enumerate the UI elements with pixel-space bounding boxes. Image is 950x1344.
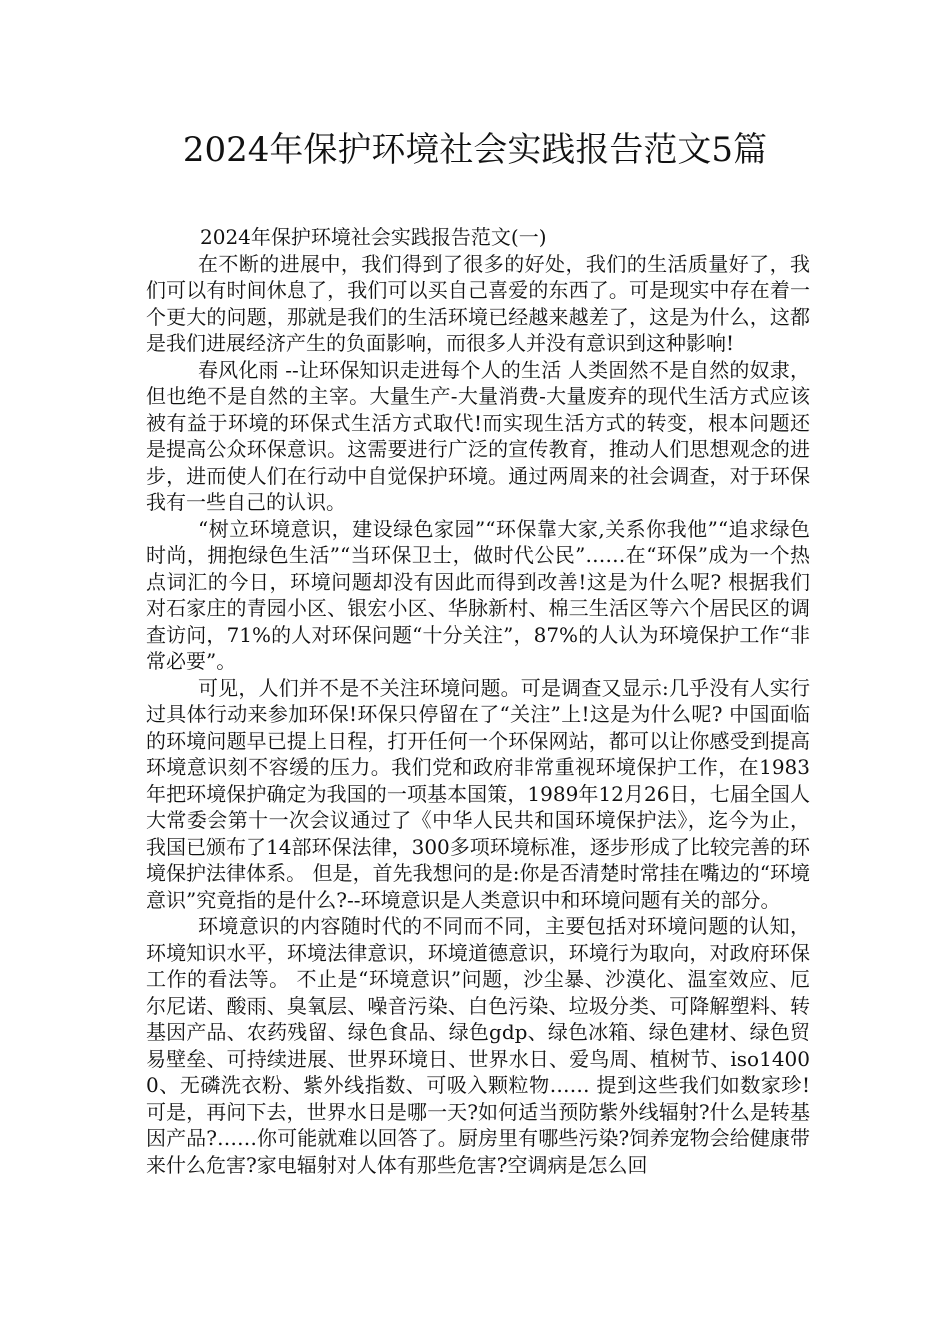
paragraph-4: 可见，人们并不是不关注环境问题。可是调查又显示:几乎没有人实行过具体行动来参加环保!环保只停留在了“关注”上!这是为什么呢? 中国面临的环境问题早已提上日程，打开任何一个环保网站，都可以让你感受到提高环境意识刻不容缓的压力。我们党和政府非常重视环境保护工作，在1983年把环境保护确定为我国的一项基本国策，1989年12月26日，七届全国人大常委会第十一次会议通过了《中华人民共和国环境保护法》，迄今为止，我国已颁布了14部环保法律，300多项环境标准，逐步形成了比较完善的环境保护法律体系。 但是，首先我想问的是:你是否清楚时常挂在嘴边的“环境意识”究竟指的是什么?--环境意识是人类意识中和环境问题有关的部分。 — [146, 675, 810, 912]
paragraph-2: 春风化雨 --让环保知识走进每个人的生活 人类固然不是自然的奴隶，但也绝不是自然的主宰。大量生产-大量消费-大量废弃的现代生活方式应该被有益于环境的环保式生活方式取代!而实现生活方式的转变，根本问题还是提高公众环保意识。这需要进行广泛的宣传教育，推动人们思想观念的进步，进而使人们在行动中自觉保护环境。通过两周来的社会调查，对于环保我有一些自己的认识。 — [146, 357, 810, 514]
paragraph-3: “树立环境意识，建设绿色家园”“环保靠大家,关系你我他”“追求绿色时尚，拥抱绿色生活”“当环保卫士，做时代公民”……在“环保”成为一个热点词汇的今日，环境问题却没有因此而得到改善!这是为什么呢? 根据我们对石家庄的青园小区、银宏小区、华脉新村、棉三生活区等六个居民区的调查访问，71%的人对环保问题“十分关注”，87%的人认为环境保护工作“非常必要”。 — [146, 516, 810, 673]
paragraph-1: 在不断的进展中，我们得到了很多的好处，我们的生活质量好了，我们可以有时间休息了，我们可以买自己喜爱的东西了。可是现实中存在着一个更大的问题，那就是我们的生活环境已经越来越差了，这是为什么，这都是我们进展经济产生的负面影响，而很多人并没有意识到这种影响! — [146, 251, 810, 355]
section-heading: 2024年保护环境社会实践报告范文(一) — [200, 225, 547, 249]
paragraph-5: 环境意识的内容随时代的不同而不同，主要包括对环境问题的认知，环境知识水平，环境法律意识，环境道德意识，环境行为取向，对政府环保工作的看法等。 不止是“环境意识”问题，沙尘暴、沙漠化、温室效应、厄尔尼诺、酸雨、臭氧层、噪音污染、白色污染、垃圾分类、可降解塑料、转基因产品、农药残留、绿色食品、绿色gdp、绿色冰箱、绿色建材、绿色贸易壁垒、可持续进展、世界环境日、世界水日、爱鸟周、植树节、iso14000、无磷洗衣粉、紫外线指数、可吸入颗粒物…… 提到这些我们如数家珍!可是，再问下去，世界水日是哪一天?如何适当预防紫外线辐射?什么是转基因产品?……你可能就难以回答了。厨房里有哪些污染?饲养宠物会给健康带来什么危害?家电辐射对人体有那些危害?空调病是怎么回 — [146, 914, 810, 1177]
document-title: 2024年保护环境社会实践报告范文5篇 — [182, 130, 768, 170]
document-body — [146, 224, 810, 1178]
